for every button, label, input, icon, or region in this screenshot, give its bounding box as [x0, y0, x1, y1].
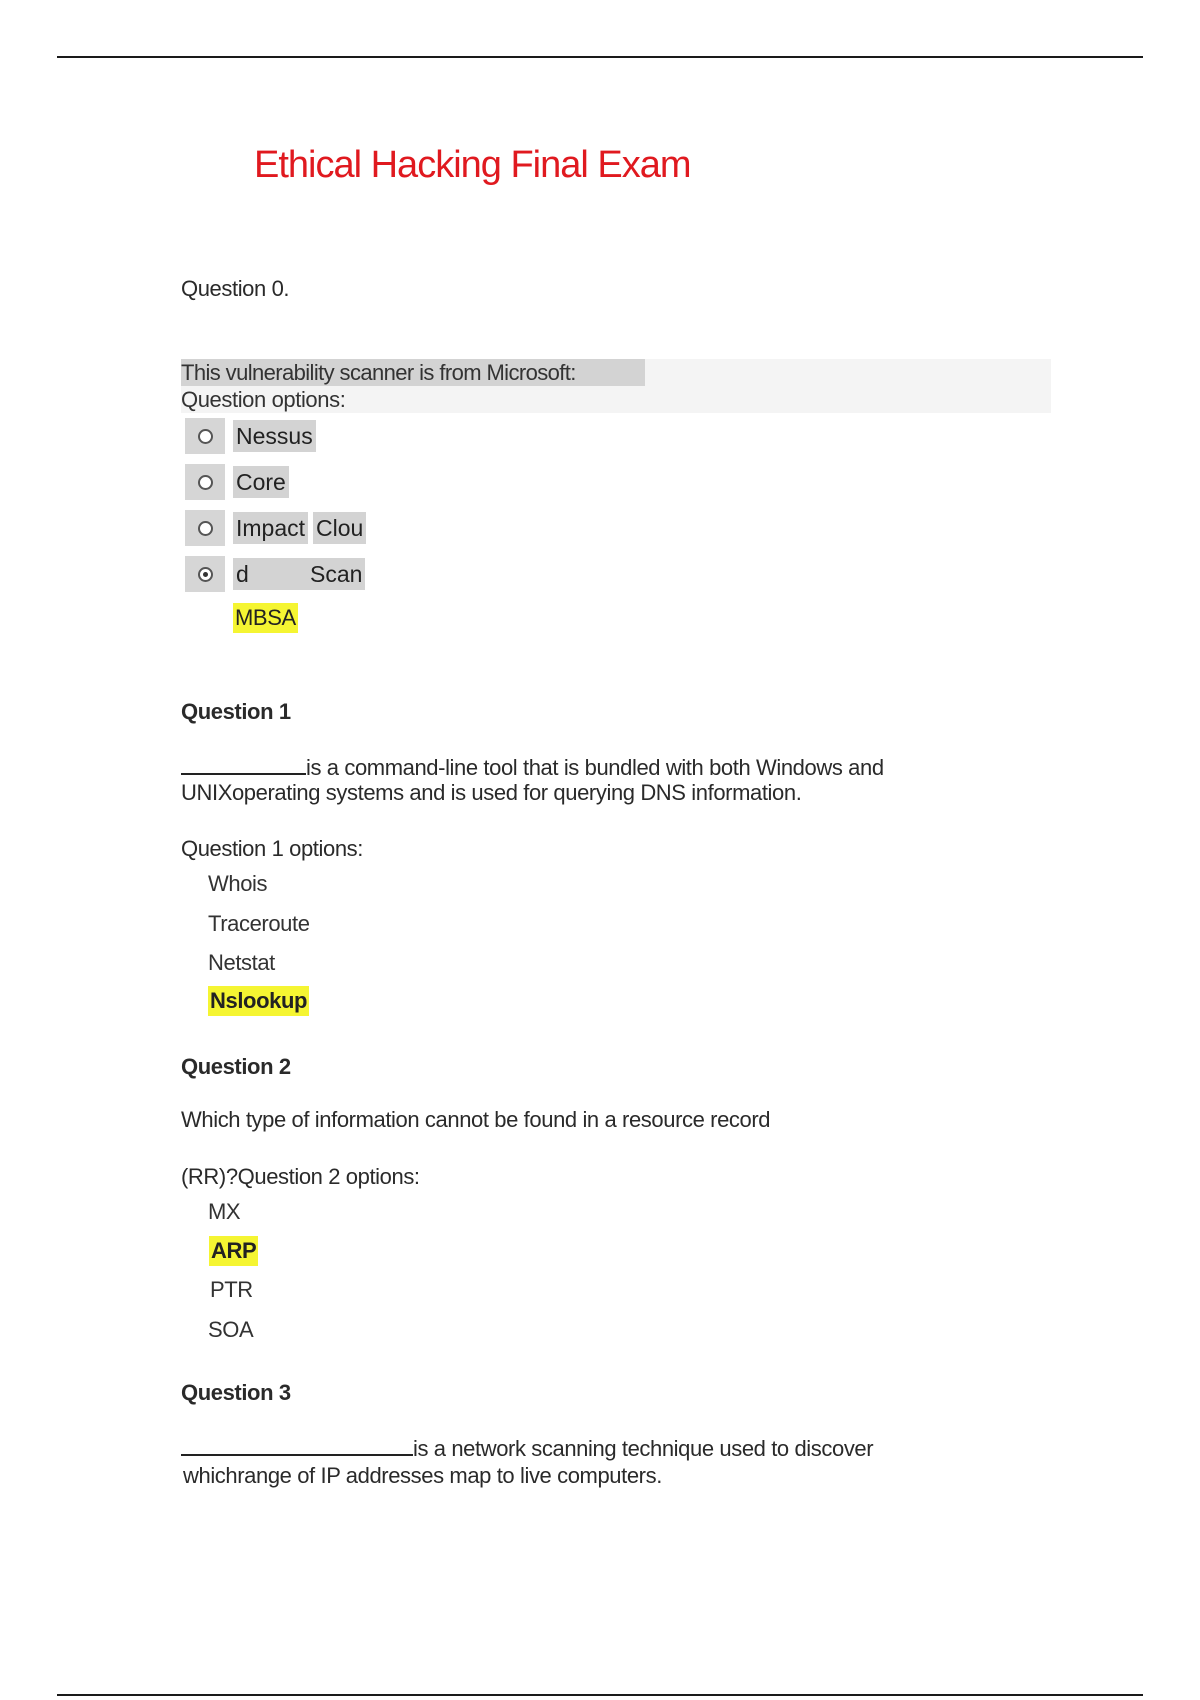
radio-option-2[interactable] — [185, 464, 225, 500]
option-label: Core — [233, 466, 289, 498]
radio-option-3[interactable] — [185, 510, 225, 546]
option-label: Scan — [307, 558, 365, 590]
radio-checked-icon — [198, 567, 213, 582]
option-label: Nessus — [233, 420, 316, 452]
list-item: Traceroute — [208, 911, 310, 936]
question-0-options-label: Question options: — [181, 387, 346, 412]
question-3-heading: Question 3 — [181, 1380, 291, 1405]
list-item: Whois — [208, 871, 268, 896]
radio-unchecked-icon — [198, 429, 213, 444]
question-0-heading: Question 0. — [181, 276, 290, 301]
option-label: Clou — [313, 512, 366, 544]
list-item: MX — [208, 1199, 241, 1224]
page-title: Ethical Hacking Final Exam — [254, 144, 691, 186]
question-1-answer: Nslookup — [208, 986, 309, 1016]
option-label: Impact — [233, 512, 308, 544]
question-2-text-line-2: (RR)?Question 2 options: — [181, 1164, 420, 1189]
radio-option-1[interactable] — [185, 418, 225, 454]
option-label: d — [233, 558, 313, 590]
bottom-rule — [57, 1694, 1143, 1696]
list-item: PTR — [210, 1277, 253, 1302]
question-0-answer: MBSA — [233, 603, 298, 633]
question-2-answer: ARP — [209, 1236, 258, 1266]
question-1-text-line-1: is a command-line tool that is bundled with both Windows and — [181, 753, 884, 781]
list-item: Netstat — [208, 950, 275, 975]
question-1-options-label: Question 1 options: — [181, 836, 363, 861]
question-3-text-line-1: is a network scanning technique used to discover — [181, 1434, 873, 1462]
radio-option-4[interactable] — [185, 556, 225, 592]
question-2-text-line-1: Which type of information cannot be found in a resource record — [181, 1107, 771, 1132]
radio-unchecked-icon — [198, 521, 213, 536]
question-0-prompt: This vulnerability scanner is from Microsoft: — [181, 359, 645, 386]
answer-blank — [181, 1434, 413, 1456]
question-1-text-line-2: UNIXoperating systems and is used for querying DNS information. — [181, 780, 802, 805]
radio-unchecked-icon — [198, 475, 213, 490]
answer-blank — [181, 753, 306, 775]
question-3-text-line-2: whichrange of IP addresses map to live computers. — [183, 1463, 662, 1488]
top-rule — [57, 56, 1143, 58]
question-1-heading: Question 1 — [181, 699, 291, 724]
list-item: SOA — [208, 1317, 254, 1342]
question-2-heading: Question 2 — [181, 1054, 291, 1079]
